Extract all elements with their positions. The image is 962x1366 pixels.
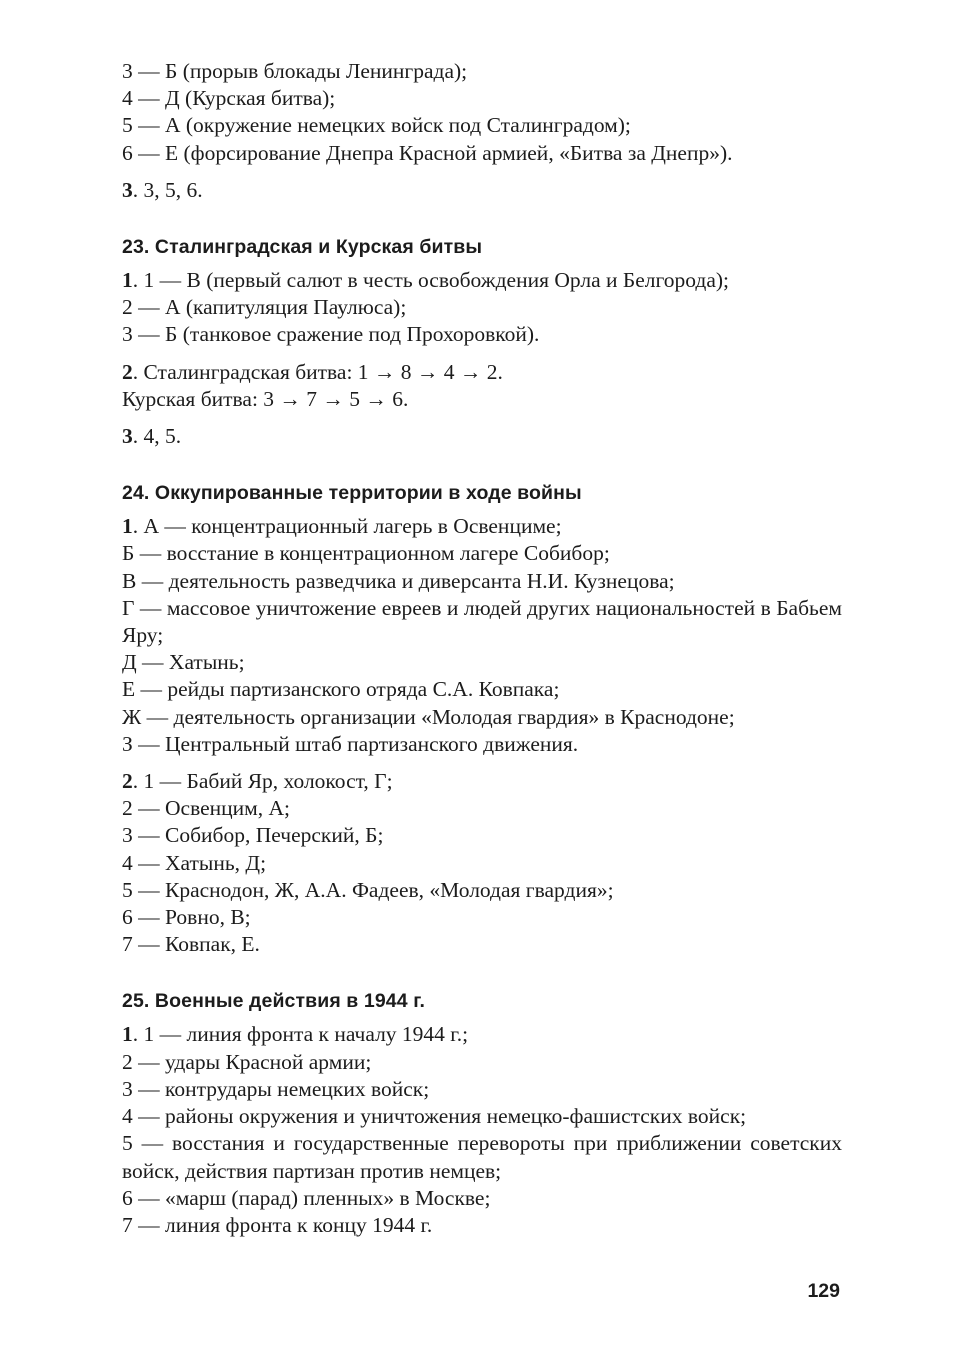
answer-text: . А — концентрационный лагерь в Освенциме;	[132, 514, 562, 539]
answer-line: 6 — Е (форсирование Днепра Красной армией, «Битва за Днепр»).	[122, 140, 733, 165]
section-title: 24. Оккупированные территории в ходе войны	[122, 482, 582, 505]
answer-line: 4 — Хатынь, Д;	[122, 850, 267, 875]
answer-1	[122, 267, 842, 349]
answer-continuation	[122, 58, 842, 167]
section-23	[122, 234, 842, 450]
answer-line: 4 — районы окружения и уничтожения немецко-фашистских войск;	[122, 1104, 747, 1129]
answer-line: Курская битва: 3 → 7 → 5 → 6.	[122, 386, 409, 411]
question-number: 1	[122, 1022, 133, 1047]
answer-line	[122, 267, 842, 294]
answer-line: Ж — деятельность организации «Молодая гвардия» в Краснодоне;	[122, 704, 735, 729]
answer-line: 6 — «марш (парад) пленных» в Москве;	[122, 1185, 491, 1210]
answer-line: 3 — Собибор, Печерский, Б;	[122, 823, 384, 848]
answer-text: . 3, 5, 6.	[132, 177, 203, 202]
answer-line: Г — массовое уничтожение евреев и людей других национальностей в Бабьем Яру;	[122, 595, 842, 648]
question-number: 3	[122, 424, 133, 449]
answer-2	[122, 359, 842, 413]
answer-text: . Сталинградская битва: 1 → 8 → 4 → 2.	[132, 359, 503, 384]
answer-line	[122, 423, 842, 450]
answer-line: В — деятельность разведчика и диверсанта Н.И. Кузнецова;	[122, 568, 675, 593]
answer-line	[122, 359, 842, 386]
answer-text: . 1 — Бабий Яр, холокост, Г;	[132, 769, 393, 794]
answer-2	[122, 768, 842, 958]
section-24	[122, 480, 842, 958]
answer-line	[122, 768, 842, 795]
answer-line: 5 — восстания и государственные перевороты при приближении советских войск, действия партизан против немцев;	[122, 1131, 842, 1183]
answer-line: 2 — удары Красной армии;	[122, 1049, 372, 1074]
answer-1	[122, 513, 842, 758]
question-number: 2	[122, 769, 133, 794]
answer-line	[122, 1021, 842, 1048]
answer-line: 2 — А (капитуляция Паулюса);	[122, 295, 407, 320]
answer-line: 3 — контрудары немецких войск;	[122, 1076, 430, 1101]
answer-line	[122, 177, 842, 204]
answer-line: 5 — Краснодон, Ж, А.А. Фадеев, «Молодая гвардия»;	[122, 877, 614, 902]
answer-line: З — Центральный штаб партизанского движения.	[122, 731, 579, 756]
answer-line: 3 — Б (прорыв блокады Ленинграда);	[122, 59, 468, 83]
answer-line: 3 — Б (танковое сражение под Прохоровкой).	[122, 322, 540, 347]
answer-line: 6 — Ровно, В;	[122, 905, 251, 930]
answer-line: Е — рейды партизанского отряда С.А. Ковпака;	[122, 677, 560, 702]
answer-3	[122, 177, 842, 204]
answer-text: . 1 — В (первый салют в честь освобождения Орла и Белгорода);	[132, 268, 730, 293]
answer-line: Б — восстание в концентрационном лагере Собибор;	[122, 541, 610, 566]
section-title: 23. Сталинградская и Курская битвы	[122, 236, 483, 259]
answer-line: 7 — линия фронта к концу 1944 г.	[122, 1212, 433, 1237]
answer-text: . 1 — линия фронта к началу 1944 г.;	[132, 1022, 469, 1047]
section-title: 25. Военные действия в 1944 г.	[122, 990, 426, 1013]
answer-line: 5 — А (окружение немецких войск под Сталинградом);	[122, 113, 631, 138]
answer-line: 4 — Д (Курская битва);	[122, 86, 336, 111]
question-number: 2	[122, 359, 133, 384]
question-number: 3	[122, 177, 133, 202]
answer-text: . 4, 5.	[132, 424, 182, 449]
section-25	[122, 988, 842, 1239]
answer-line	[122, 513, 842, 540]
page-content	[122, 58, 842, 1249]
answer-line: 7 — Ковпак, Е.	[122, 932, 260, 957]
answer-line: Д — Хатынь;	[122, 650, 245, 675]
question-number: 1	[122, 514, 133, 539]
answer-line: 2 — Освенцим, А;	[122, 796, 291, 821]
answer-1	[122, 1021, 842, 1239]
answer-3	[122, 423, 842, 450]
question-number: 1	[122, 268, 133, 293]
page-number: 129	[807, 1280, 840, 1302]
